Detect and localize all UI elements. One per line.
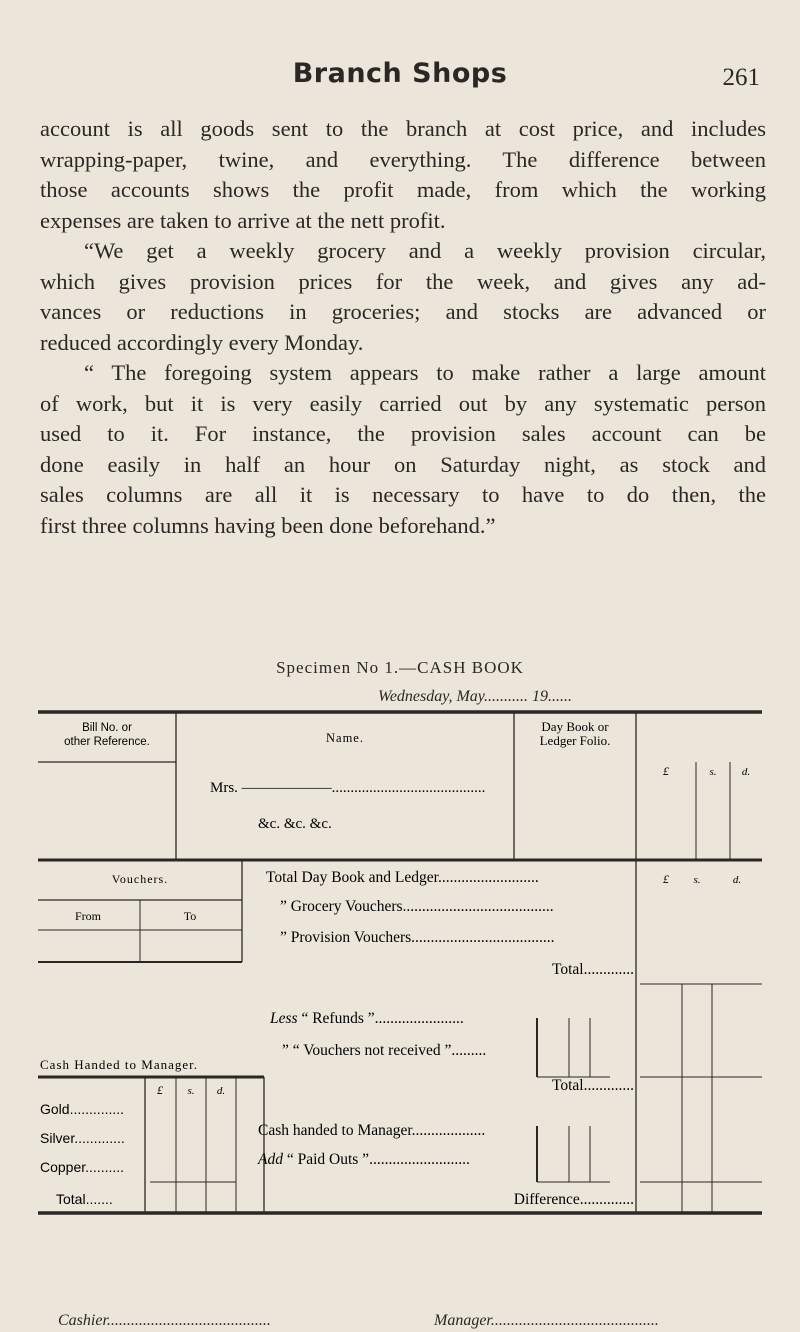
less-prefix: Less [270, 1010, 298, 1027]
name-entry: Mrs. ——————......................................... [210, 780, 486, 796]
less-refunds [269, 1010, 464, 1027]
text-line: wrapping-paper, twine, and everything. The difference between [40, 146, 766, 172]
col-name-header: Name. [326, 731, 364, 745]
specimen-heading: Specimen No 1.—CASH BOOK [276, 658, 524, 677]
col-bill-header-2: other Reference. [64, 736, 150, 748]
summary-shillings-label: s. [693, 874, 701, 886]
text-line: expenses are taken to arrive at the nett profit. [40, 207, 446, 233]
cashier-signature-line: Cashier......................................... [58, 1312, 271, 1329]
text-line: of work, but it is very easily carried out by any systematic person [40, 390, 766, 416]
total-1: Total............. [551, 961, 634, 978]
text-line: reduced accordingly every Monday. [40, 329, 364, 355]
text-line: those accounts shows the profit made, from which the working [40, 177, 766, 202]
manager-signature-line: Manager.......................................... [434, 1312, 659, 1329]
summary-pence-label: d. [732, 874, 742, 886]
text-line: account is all goods sent to the branch at cost price, and includes [40, 116, 766, 141]
grocery-vouchers: ” Grocery Vouchers....................................... [280, 898, 554, 915]
summary-pounds-label: £ [663, 872, 669, 886]
shillings-label: s. [709, 766, 717, 778]
text-line: vances or reductions in groceries; and stocks are advanced or [40, 299, 766, 324]
cash-shillings-label: s. [187, 1085, 195, 1097]
add-paid-outs [257, 1151, 470, 1168]
pence-label: d. [741, 766, 751, 778]
vouchers-from: From [74, 909, 102, 923]
total-2: Total............. [551, 1077, 634, 1094]
cash-pence-label: d. [216, 1085, 226, 1097]
cash-handed-heading: Cash Handed to Manager. [40, 1057, 199, 1072]
col-daybook-header: Day Book or [541, 719, 609, 734]
gold-line: Gold.............. [40, 1101, 125, 1117]
page-number: 261 [722, 64, 760, 91]
cash-pounds-label: £ [157, 1083, 163, 1097]
pounds-label: £ [663, 764, 669, 778]
vouchers-not-received: ” “ Vouchers not received ”......... [282, 1042, 487, 1059]
cash-handed-line: Cash handed to Manager................... [258, 1122, 486, 1139]
copper-line: Copper.......... [40, 1159, 125, 1175]
col-daybook-header-2: Ledger Folio. [539, 733, 611, 748]
text-line: sales columns are all it is necessary to have to do then, the [40, 482, 766, 507]
text-line: done easily in half an hour on Saturday night, as stock and [40, 451, 766, 477]
total-day-book: Total Day Book and Ledger.......................... [266, 869, 539, 886]
vouchers-to: To [183, 909, 197, 923]
refunds-text: “ Refunds ”....................... [297, 1010, 464, 1027]
text-line: first three columns having been done beforehand.” [40, 512, 496, 538]
running-head-title: Branch Shops [292, 58, 508, 89]
paid-outs-text: “ Paid Outs ”.......................... [282, 1151, 470, 1168]
difference-line: Difference.............. [513, 1191, 634, 1208]
silver-line: Silver............. [40, 1130, 125, 1146]
text-line: which gives provision prices for the week, and gives any ad- [40, 268, 766, 294]
text-line: “ The foregoing system appears to make rather a large amount [84, 360, 766, 385]
provision-vouchers: ” Provision Vouchers..................................... [280, 929, 555, 946]
vouchers-heading: Vouchers. [111, 872, 169, 886]
text-line: “We get a weekly grocery and a weekly provision circular, [84, 238, 766, 263]
text-line: used to it. For instance, the provision sales account can be [40, 421, 766, 446]
date-line: Wednesday, May........... 19...... [377, 688, 573, 705]
cash-total-line: Total....... [56, 1191, 113, 1207]
add-prefix: Add [258, 1151, 283, 1168]
name-etc: &c. &c. &c. [258, 816, 332, 832]
col-bill-header: Bill No. or [82, 722, 132, 734]
